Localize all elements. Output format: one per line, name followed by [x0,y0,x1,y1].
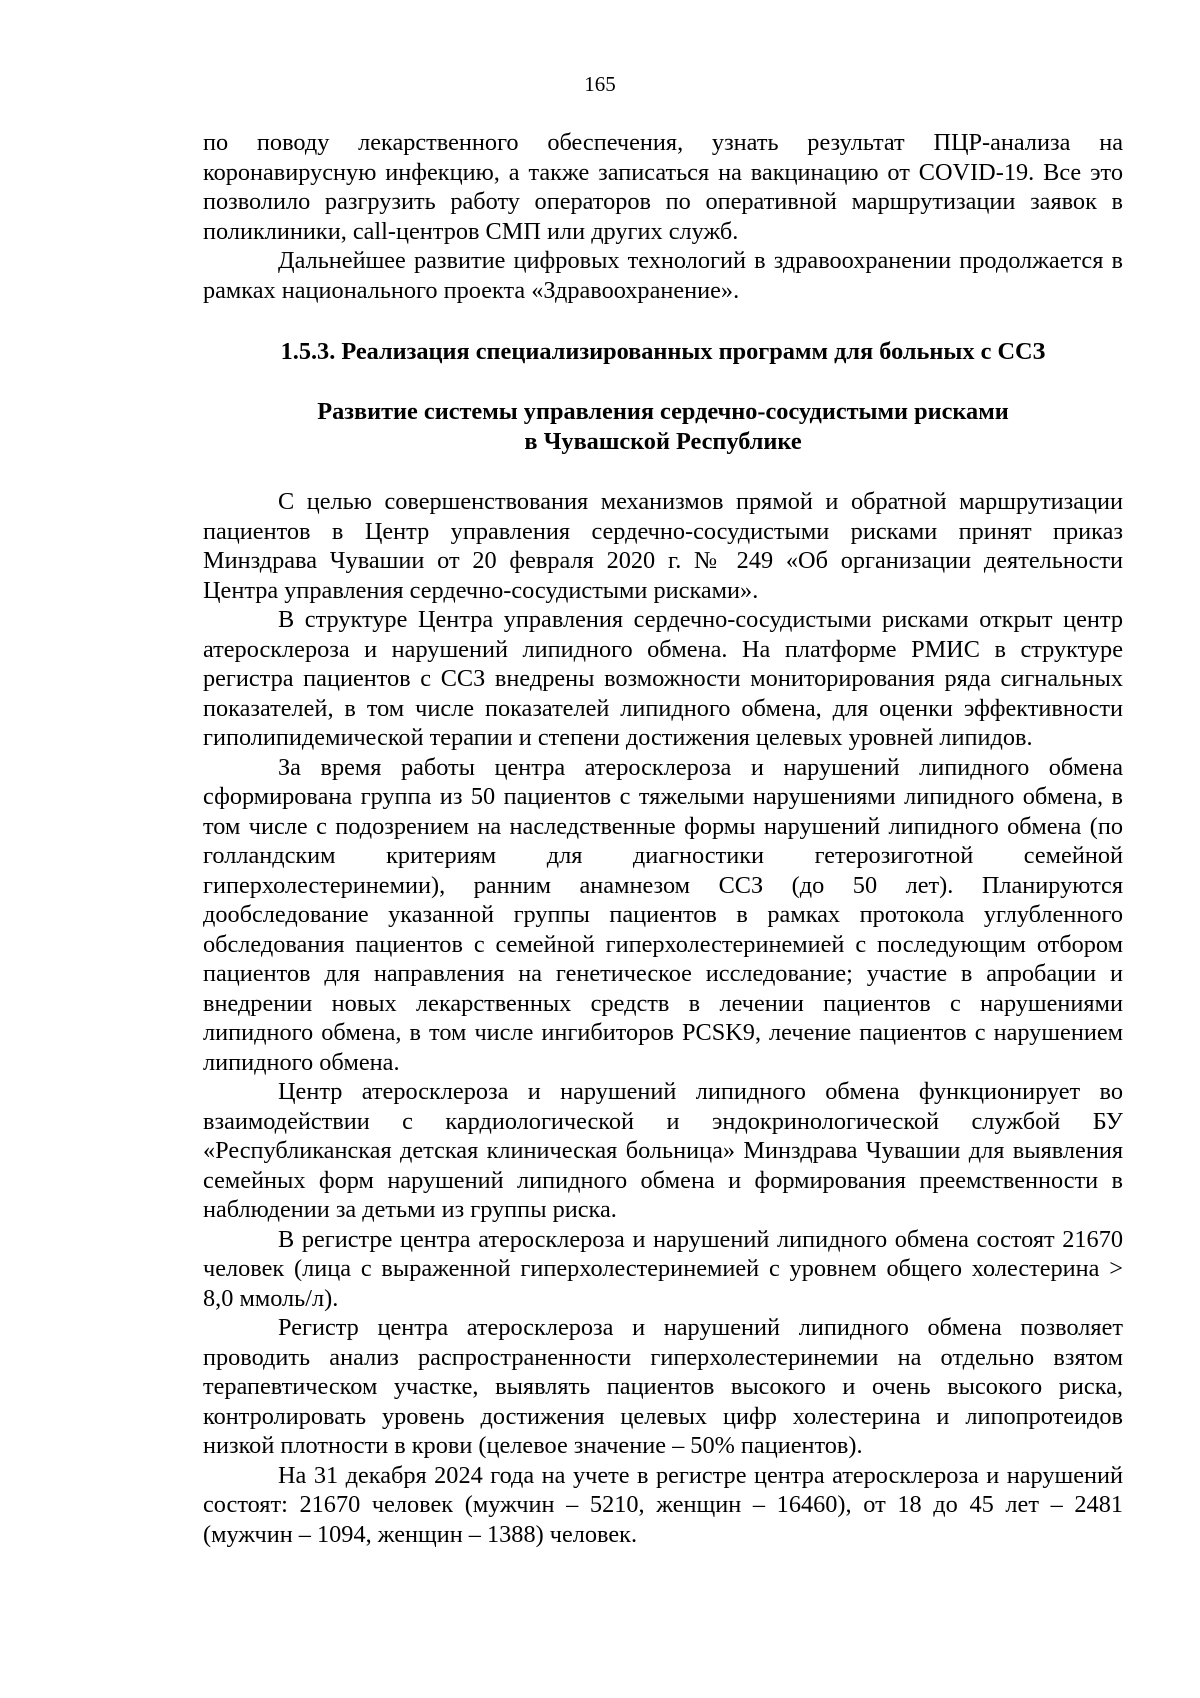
sub-heading-line-2: в Чувашской Республике [524,428,802,455]
body-paragraph-4: Центр атеросклероза и нарушений липидного обмена функционирует во взаимодействии с кардиологической и эндокринологической службой БУ «Республиканская детская клиническая больница» Минздрава Чувашии для выявления семейных форм нарушений липидного обмена и формирования преемственности в наблюдении за детьми из группы риска. [203,1078,1123,1223]
body-paragraph-5: В регистре центра атеросклероза и нарушений липидного обмена состоят 21670 человек (лица с выраженной гиперхолестеринемией с уровнем общего холестерина > 8,0 ммоль/л). [203,1225,1123,1312]
page-number: 165 [584,72,616,96]
body-paragraph-1: С целью совершенствования механизмов прямой и обратной маршрутизации пациентов в Центр управления сердечно-сосудистыми рисками принят приказ Минздрава Чувашии от 20 февраля 2020 г. № 249 «Об организации деятельности Центра управления сердечно-сосудистыми рисками». [203,488,1123,604]
intro-paragraph-2: Дальнейшее развитие цифровых технологий в здравоохранении продолжается в рамках национального проекта «Здравоохранение». [203,247,1123,304]
body-paragraph-2: В структуре Центра управления сердечно-сосудистыми рисками открыт центр атеросклероза и нарушений липидного обмена. На платформе РМИС в структуре регистра пациентов с ССЗ внедрены возможности мониторирования ряда сигнальных показателей, в том числе показателей липидного обмена, для оценки эффективности гиполипидемической терапии и степени достижения целевых уровней липидов. [203,606,1123,751]
page-content [203,128,1123,1549]
body-paragraph-3: За время работы центра атеросклероза и нарушений липидного обмена сформирована группа из 50 пациентов с тяжелыми нарушениями липидного обмена, в том числе с подозрением на наследственные формы нарушений липидного обмена (по голландским критериям для диагностики гетерозиготной семейной гиперхолестеринемии), ранним анамнезом ССЗ (до 50 лет). Планируются дообследование указанной группы пациентов в рамках протокола углубленного обследования пациентов с семейной гиперхолестеринемией с последующим отбором пациентов для направления на генетическое исследование; участие в апробации и внедрении новых лекарственных средств в лечении пациентов с нарушениями липидного обмена, в том числе ингибиторов PCSK9, лечение пациентов с нарушением липидного обмена. [203,753,1123,1076]
sub-heading-line-1: Развитие системы управления сердечно-сосудистыми рисками [317,398,1009,425]
sub-heading [203,397,1123,457]
section-heading: 1.5.3. Реализация специализированных программ для больных с ССЗ [280,338,1046,365]
intro-paragraph-1: по поводу лекарственного обеспечения, узнать результат ПЦР-анализа на коронавирусную инфекцию, а также записаться на вакцинацию от COVID-19. Все это позволило разгрузить работу операторов по оперативной маршрутизации заявок в поликлиники, call-центров СМП или других служб. [203,129,1123,245]
body-paragraph-7: На 31 декабря 2024 года на учете в регистре центра атеросклероза и нарушений состоят: 21670 человек (мужчин – 5210, женщин – 16460), от 18 до 45 лет – 2481 (мужчин – 1094, женщин – 1388) человек. [203,1461,1123,1548]
body-paragraph-6: Регистр центра атеросклероза и нарушений липидного обмена позволяет проводить анализ распространенности гиперхолестеринемии на отдельно взятом терапевтическом участке, выявлять пациентов высокого и очень высокого риска, контролировать уровень достижения целевых цифр холестерина и липопротеидов низкой плотности в крови (целевое значение – 50% пациентов). [203,1314,1123,1459]
